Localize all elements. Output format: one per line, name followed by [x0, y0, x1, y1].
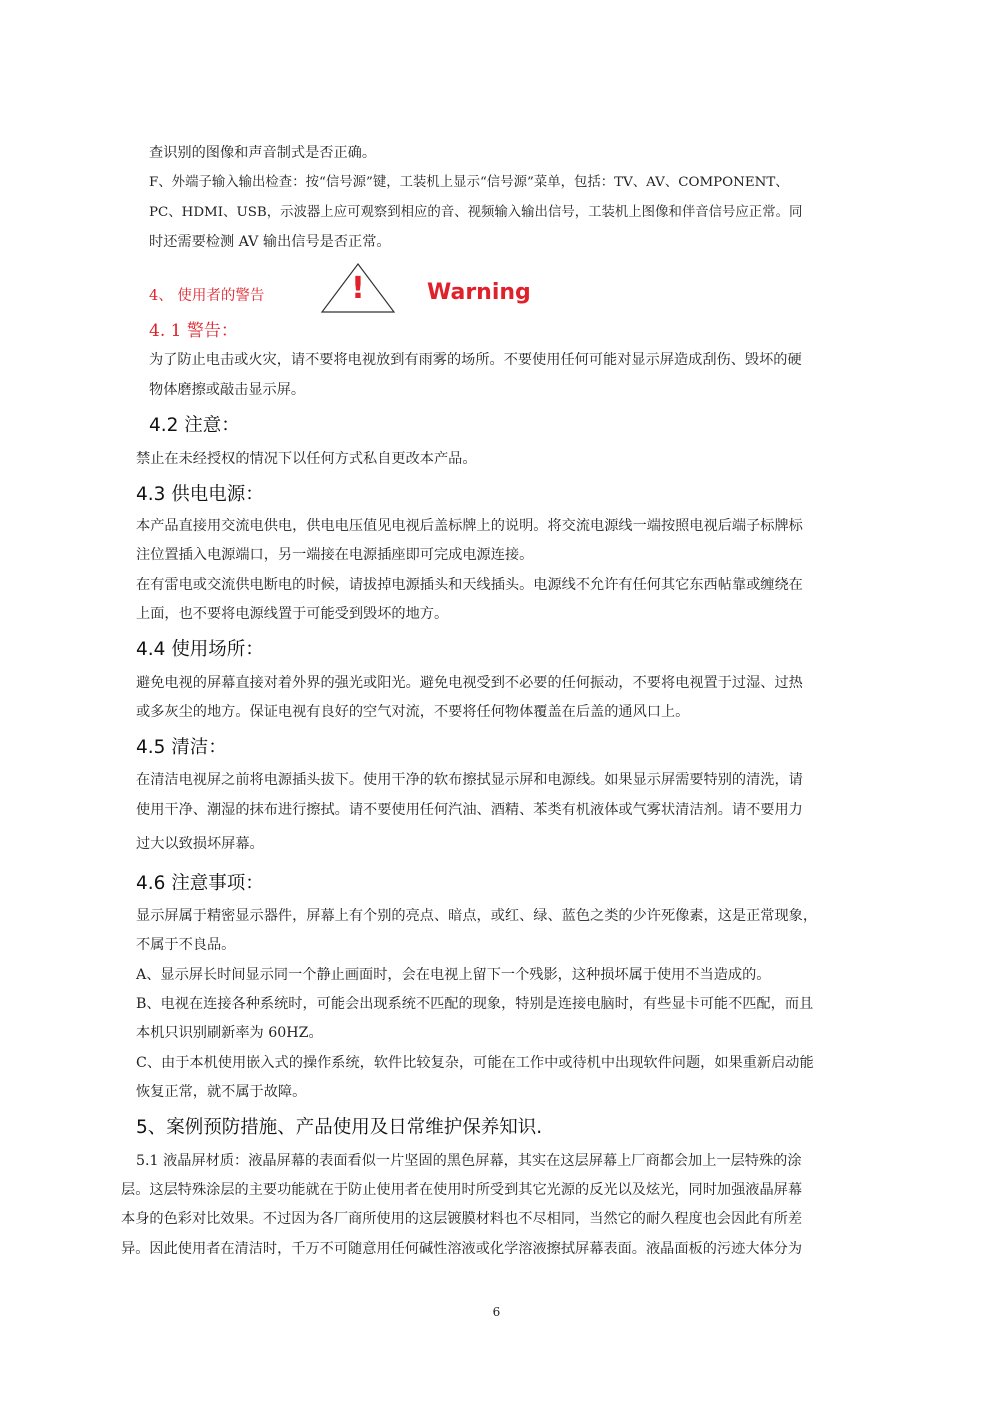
section-5-heading: 5、案例预防措施、产品使用及日常维护保养知识.	[136, 1117, 543, 1138]
section-4-4-line-1: 避免电视的屏幕直接对着外界的强光或阳光。避免电视受到不必要的任何振动，不要将电视置于过湿、过热	[136, 675, 803, 691]
section-4-6-line-6: C、由于本机使用嵌入式的操作系统，软件比较复杂，可能在工作中或待机中出现软件问题，如果重新启动能	[136, 1055, 814, 1071]
section-4-4-line-2: 或多灰尘的地方。保证电视有良好的空气对流，不要将任何物体覆盖在后盖的通风口上。	[136, 704, 690, 720]
section-4-2-line-1: 禁止在未经授权的情况下以任何方式私自更改本产品。	[136, 451, 477, 467]
section-5-line-4: 异。因此使用者在清洁时，千万不可随意用任何碱性溶液或化学溶液擦拭屏幕表面。液晶面板的污迹大体分为	[121, 1241, 803, 1257]
section-4-2-heading: 4.2 注意：	[149, 415, 240, 436]
section-4-6-line-1: 显示屏属于精密显示器件，屏幕上有个别的亮点、暗点，或红、绿、蓝色之类的少许死像素，这是正常现象，	[136, 908, 818, 924]
warning-exclamation: !	[351, 271, 365, 306]
section-4-5-heading: 4.5 清洁：	[136, 737, 227, 758]
intro-line-1: 查识别的图像和声音制式是否正确。	[149, 145, 377, 161]
section-4-6-line-3: A、显示屏长时间显示同一个静止画面时，会在电视上留下一个残影，这种损坏属于使用不当造成的。	[136, 967, 771, 983]
section-4-6-heading: 4.6 注意事项：	[136, 873, 264, 894]
section-4-3-line-3: 在有雷电或交流供电断电的时候，请拔掉电源插头和天线插头。电源线不允许有任何其它东西帖靠或缠绕在	[136, 577, 803, 593]
section-4-3-line-4: 上面，也不要将电源线置于可能受到毁坏的地方。	[136, 606, 449, 622]
section-4-5-line-3: 过大以致损坏屏幕。	[136, 836, 264, 852]
section-5-line-1: 5.1 液晶屏材质：液晶屏幕的表面看似一片坚固的黑色屏幕，其实在这层屏幕上厂商都会加上一层特殊的涂	[136, 1153, 802, 1169]
intro-line-3: PC、HDMI、USB，示波器上应可观察到相应的音、视频输入输出信号，工装机上图像和伴音信号应正常。同	[149, 205, 803, 220]
section-4-1-heading: 4. 1 警告：	[149, 321, 238, 341]
section-4-3-heading: 4.3 供电电源：	[136, 484, 264, 505]
section-4-6-line-2: 不属于不良品。	[136, 937, 236, 953]
section-4-6-line-4: B、电视在连接各种系统时，可能会出现系统不匹配的现象，特别是连接电脑时，有些显卡可能不匹配，而且	[136, 996, 814, 1012]
section-4-4-heading: 4.4 使用场所：	[136, 639, 264, 660]
section-4-6-line-7: 恢复正常，就不属于故障。	[136, 1084, 307, 1100]
intro-line-2: F、外端子输入输出检查：按“信号源”键，工装机上显示“信号源”菜单，包括：TV、AV、COMPONENT、	[149, 175, 789, 190]
section-4-1-line-2: 物体磨擦或敲击显示屏。	[149, 382, 306, 398]
warning-triangle-icon	[320, 262, 396, 314]
warning-section-title: 4、 使用者的警告	[149, 288, 265, 304]
section-5-line-3: 本身的色彩对比效果。不过因为各厂商所使用的这层镀膜材料也不尽相同，当然它的耐久程度也会因此有所差	[121, 1211, 803, 1227]
page-number: 6	[492, 1305, 501, 1319]
section-4-6-line-5: 本机只识别刷新率为 60HZ。	[136, 1025, 323, 1041]
section-4-5-line-1: 在清洁电视屏之前将电源插头拔下。使用干净的软布擦拭显示屏和电源线。如果显示屏需要特别的清洗，请	[136, 772, 803, 788]
section-5-line-2: 层。这层特殊涂层的主要功能就在于防止使用者在使用时所受到其它光源的反光以及炫光，同时加强液晶屏幕	[121, 1182, 803, 1198]
section-4-3-line-1: 本产品直接用交流电供电，供电电压值见电视后盖标牌上的说明。将交流电源线一端按照电视后端子标牌标	[136, 518, 803, 534]
section-4-5-line-2: 使用干净、潮湿的抹布进行擦拭。请不要使用任何汽油、酒精、苯类有机液体或气雾状清洁剂。请不要用力	[136, 802, 803, 818]
warning-word: Warning	[427, 280, 531, 305]
intro-line-4: 时还需要检测 AV 输出信号是否正常。	[149, 234, 391, 250]
section-4-1-line-1: 为了防止电击或火灾，请不要将电视放到有雨雾的场所。不要使用任何可能对显示屏造成刮伤、毁坏的硬	[149, 352, 802, 368]
section-4-3-line-2: 注位置插入电源端口，另一端接在电源插座即可完成电源连接。	[136, 547, 534, 563]
